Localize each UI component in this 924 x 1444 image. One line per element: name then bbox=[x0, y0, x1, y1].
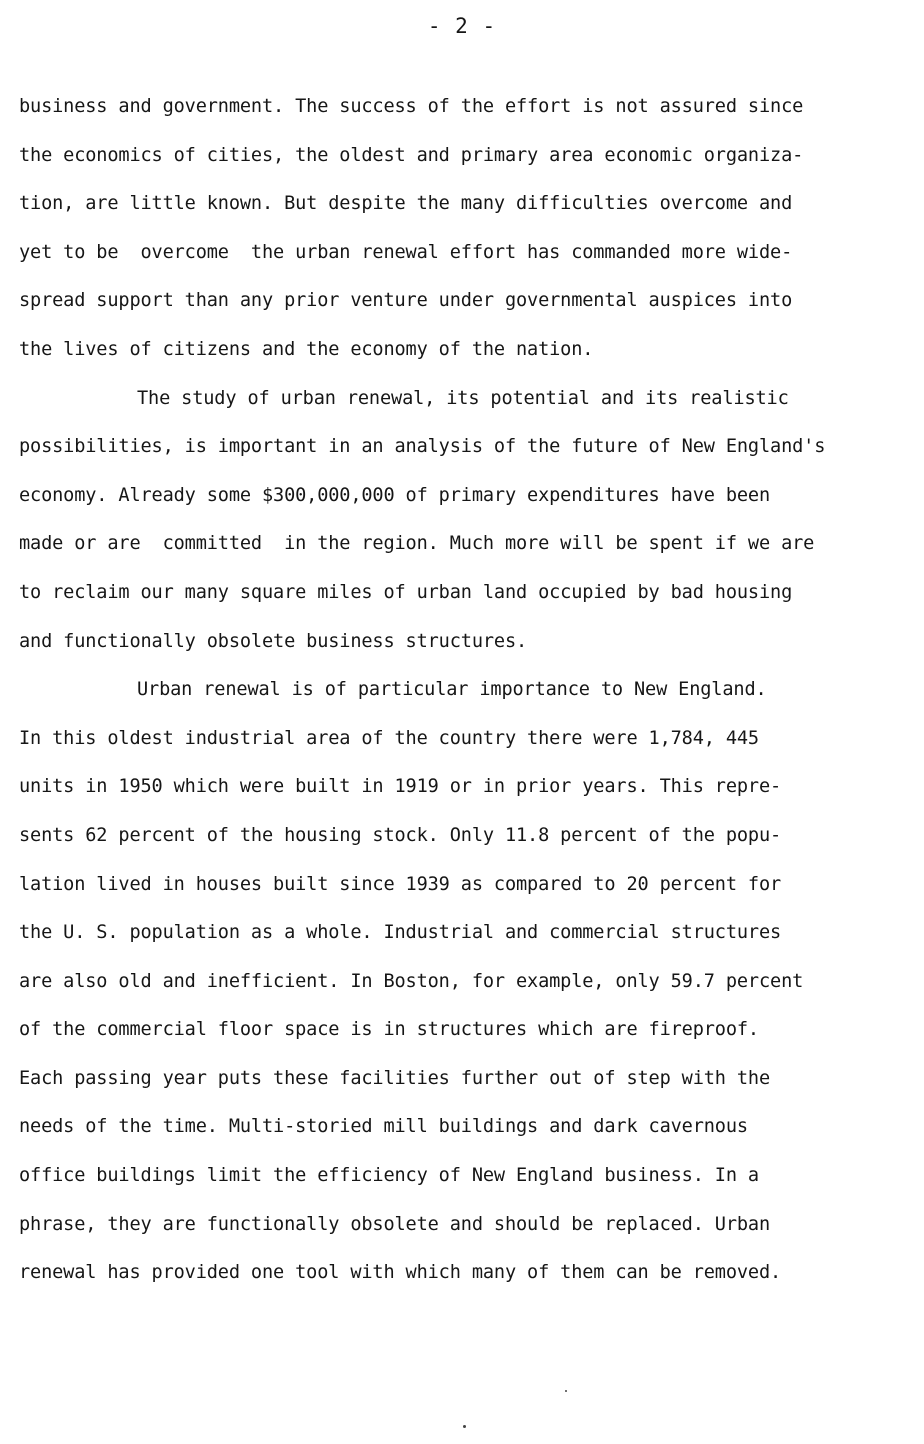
text-line: Each passing year puts these facilities further out of step with the bbox=[19, 1067, 771, 1089]
text-line: lation lived in houses built since 1939 as compared to 20 percent for bbox=[19, 873, 782, 895]
text-line: the economics of cities, the oldest and primary area economic organiza- bbox=[19, 144, 804, 166]
text-line: tion, are little known. But despite the many difficulties overcome and bbox=[19, 193, 793, 215]
text-line: office buildings limit the efficiency of New England business. In a bbox=[19, 1165, 759, 1187]
text-line: sents 62 percent of the housing stock. Only 11.8 percent of the popu- bbox=[19, 824, 782, 846]
paper-speck bbox=[463, 1425, 466, 1428]
page-number: - 2 - bbox=[427, 14, 497, 38]
text-line: units in 1950 which were built in 1919 or in prior years. This repre- bbox=[19, 776, 782, 798]
paper-speck bbox=[565, 1390, 567, 1392]
text-line: spread support than any prior venture under governmental auspices into bbox=[19, 290, 793, 312]
paragraph-start-line: The study of urban renewal, its potential and its realistic bbox=[137, 387, 789, 409]
text-line: needs of the time. Multi-storied mill buildings and dark cavernous bbox=[19, 1116, 748, 1138]
text-line: to reclaim our many square miles of urban land occupied by bad housing bbox=[19, 581, 793, 603]
text-line: yet to be overcome the urban renewal effort has commanded more wide- bbox=[19, 241, 793, 263]
text-line: of the commercial floor space is in structures which are fireproof. bbox=[19, 1019, 759, 1041]
text-line: and functionally obsolete business structures. bbox=[19, 630, 528, 652]
text-line: are also old and inefficient. In Boston, for example, only 59.7 percent bbox=[19, 970, 804, 992]
text-line: the lives of citizens and the economy of the nation. bbox=[19, 338, 594, 360]
text-line: the U. S. population as a whole. Industrial and commercial structures bbox=[19, 922, 782, 944]
text-line: possibilities, is important in an analysis of the future of New England's bbox=[19, 436, 826, 458]
text-line: renewal has provided one tool with which many of them can be removed. bbox=[19, 1262, 782, 1284]
body-text bbox=[19, 83, 909, 1298]
text-line: economy. Already some $300,000,000 of primary expenditures have been bbox=[19, 484, 771, 506]
text-line: business and government. The success of the effort is not assured since bbox=[19, 96, 804, 117]
text-line: In this oldest industrial area of the country there were 1,784, 445 bbox=[19, 727, 759, 749]
text-line: phrase, they are functionally obsolete and should be replaced. Urban bbox=[19, 1213, 771, 1235]
paragraph-start-line: Urban renewal is of particular importance to New England. bbox=[137, 679, 767, 701]
text-line: made or are committed in the region. Much more will be spent if we are bbox=[19, 533, 815, 555]
